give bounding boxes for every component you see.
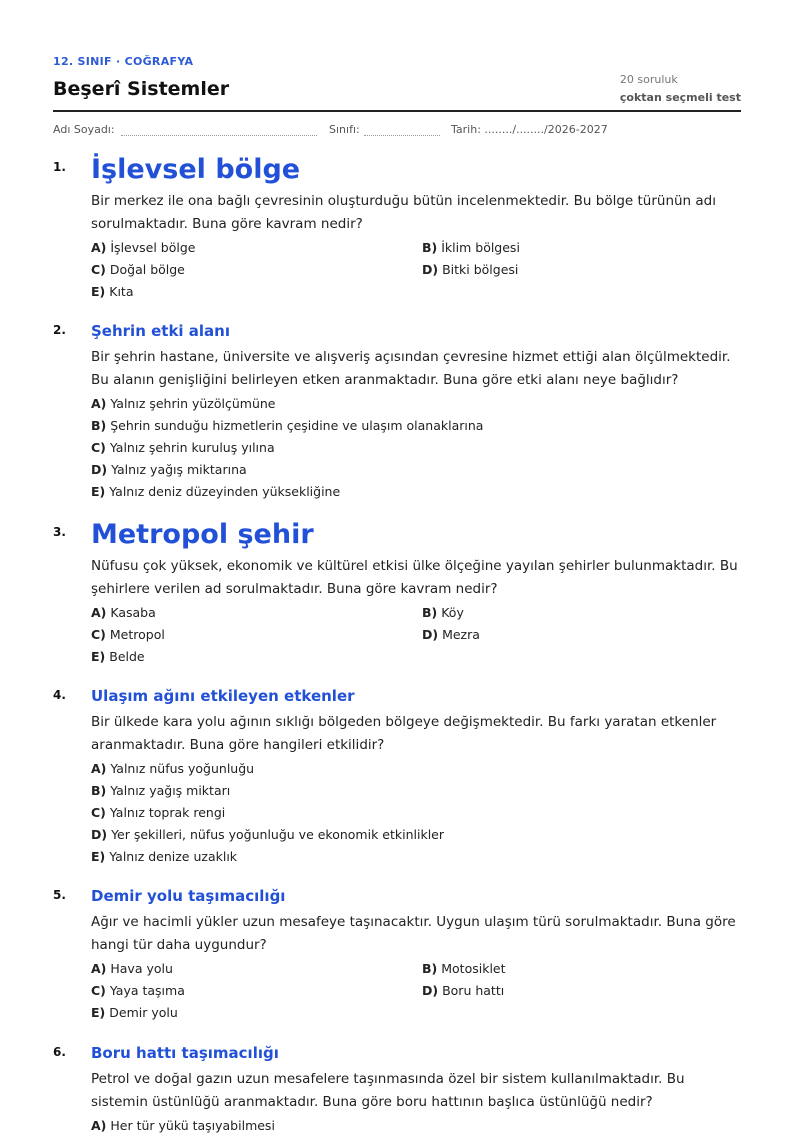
option-text: İşlevsel bölge xyxy=(110,240,196,255)
option-e[interactable] xyxy=(91,281,422,303)
question-4 xyxy=(53,685,741,868)
option-d[interactable] xyxy=(422,624,741,646)
option-letter: C) xyxy=(91,627,106,642)
option-letter: A) xyxy=(91,240,107,255)
question-number: 4. xyxy=(53,688,66,702)
option-e[interactable] xyxy=(91,481,741,503)
test-type: çoktan seçmeli test xyxy=(619,91,741,104)
option-letter: B) xyxy=(422,240,438,255)
class-label: Sınıfı: xyxy=(329,123,360,136)
option-text: Bitki bölgesi xyxy=(442,262,519,277)
option-text: Doğal bölge xyxy=(109,262,185,277)
option-letter: B) xyxy=(422,961,438,976)
option-text: Yalnız yağış miktarına xyxy=(111,462,247,477)
option-d[interactable] xyxy=(422,980,741,1002)
option-text: Şehrin sunduğu hizmetlerin çeşidine ve ulaşım olanaklarına xyxy=(110,418,484,433)
question-text: Bir ülkede kara yolu ağının sıklığı bölgeden bölgeye değişmektedir. Bu farkı yaratan etkenler aranmaktadır. Buna göre hangileri etkilidir? xyxy=(91,714,717,753)
option-text: Yalnız şehrin yüzölçümüne xyxy=(110,396,276,411)
option-text: Boru hattı xyxy=(442,983,505,998)
option-text: Yalnız deniz düzeyinden yüksekliğine xyxy=(109,484,341,499)
option-letter: A) xyxy=(91,605,107,620)
question-text: Petrol ve doğal gazın uzun mesafelere taşınmasında özel bir sistem kullanılmaktadır. Bu sistemin üstünlüğü aranmaktadır. Buna göre boru hattının başlıca üstünlüğü nedir? xyxy=(91,1071,685,1110)
options xyxy=(91,958,741,1024)
option-text: İklim bölgesi xyxy=(441,240,520,255)
option-letter: E) xyxy=(91,1005,106,1020)
question-text: Bir merkez ile ona bağlı çevresinin oluşturduğu bütün incelenmektedir. Bu bölge türünün adı sorulmaktadır. Buna göre kavram nedir? xyxy=(91,193,717,232)
option-text: Belde xyxy=(109,649,145,664)
option-letter: B) xyxy=(91,418,107,433)
question-5 xyxy=(53,885,741,1024)
option-text: Yalnız nüfus yoğunluğu xyxy=(110,761,255,776)
option-letter: E) xyxy=(91,849,106,864)
question-2 xyxy=(53,320,741,503)
option-text: Motosiklet xyxy=(441,961,506,976)
option-b[interactable] xyxy=(91,415,741,437)
option-d[interactable] xyxy=(91,459,741,481)
question-text: Ağır ve hacimli yükler uzun mesafeye taşınacaktır. Uygun ulaşım türü sorulmaktadır. Buna göre hangi tür daha uygundur? xyxy=(91,914,736,953)
option-a[interactable] xyxy=(91,1115,741,1137)
subject-label: 12. SINIF · COĞRAFYA xyxy=(53,55,194,68)
option-text: Yalnız yağış miktarı xyxy=(110,783,231,798)
option-text: Yalnız şehrin kuruluş yılına xyxy=(109,440,275,455)
option-letter: B) xyxy=(422,605,438,620)
option-letter: A) xyxy=(91,396,107,411)
option-text: Hava yolu xyxy=(110,961,173,976)
option-text: Kıta xyxy=(109,284,134,299)
option-text: Mezra xyxy=(442,627,480,642)
class-field[interactable] xyxy=(364,135,440,136)
option-text: Metropol xyxy=(109,627,165,642)
option-text: Yalnız toprak rengi xyxy=(109,805,226,820)
option-b[interactable] xyxy=(422,237,741,259)
question-title: Boru hattı taşımacılığı xyxy=(91,1044,279,1062)
question-number: 3. xyxy=(53,525,66,539)
option-letter: E) xyxy=(91,649,106,664)
question-1 xyxy=(53,154,741,303)
option-text: Yaya taşıma xyxy=(109,983,185,998)
question-title: Demir yolu taşımacılığı xyxy=(91,887,286,905)
test-meta xyxy=(620,71,741,107)
option-letter: A) xyxy=(91,761,107,776)
option-a[interactable] xyxy=(91,758,741,780)
option-a[interactable] xyxy=(91,237,422,259)
options xyxy=(91,237,741,303)
option-letter: E) xyxy=(91,484,106,499)
option-text: Köy xyxy=(441,605,464,620)
options xyxy=(91,393,741,503)
name-label: Adı Soyadı: xyxy=(53,123,115,136)
student-info-row xyxy=(53,123,741,139)
option-c[interactable] xyxy=(91,259,422,281)
options xyxy=(91,1115,741,1137)
date-label: Tarih: ......../......../2026-2027 xyxy=(451,123,608,136)
option-letter: C) xyxy=(91,983,106,998)
question-title: İşlevsel bölge xyxy=(91,154,301,185)
question-3 xyxy=(53,519,741,668)
worksheet-header xyxy=(53,52,741,112)
name-field[interactable] xyxy=(121,135,317,136)
question-number: 1. xyxy=(53,160,66,174)
option-letter: C) xyxy=(91,805,106,820)
option-a[interactable] xyxy=(91,958,422,980)
option-letter: C) xyxy=(91,262,106,277)
option-e[interactable] xyxy=(91,846,741,868)
option-letter: E) xyxy=(91,284,106,299)
option-c[interactable] xyxy=(91,802,741,824)
option-letter: B) xyxy=(91,783,107,798)
question-title: Şehrin etki alanı xyxy=(91,322,230,340)
option-letter: D) xyxy=(422,627,439,642)
option-d[interactable] xyxy=(91,824,741,846)
option-letter: D) xyxy=(91,827,108,842)
question-number: 5. xyxy=(53,888,66,902)
option-text: Yalnız denize uzaklık xyxy=(109,849,238,864)
option-c[interactable] xyxy=(91,980,422,1002)
option-text: Her tür yükü taşıyabilmesi xyxy=(110,1118,275,1133)
question-text: Bir şehrin hastane, üniversite ve alışveriş açısından çevresine hizmet ettiği alan ölçülmektedir. Bu alanın genişliğini belirleyen etken aranmaktadır. Buna göre etki alanı neye bağlıdır? xyxy=(91,349,731,388)
option-e[interactable] xyxy=(91,646,422,668)
option-a[interactable] xyxy=(91,393,741,415)
page-title: Beşerî Sistemler xyxy=(53,78,230,100)
question-number: 6. xyxy=(53,1045,66,1059)
option-a[interactable] xyxy=(91,602,422,624)
question-title: Ulaşım ağını etkileyen etkenler xyxy=(91,687,355,705)
options xyxy=(91,758,741,868)
option-c[interactable] xyxy=(91,437,741,459)
option-letter: C) xyxy=(91,440,106,455)
question-number: 2. xyxy=(53,323,66,337)
option-b[interactable] xyxy=(91,780,741,802)
option-letter: D) xyxy=(422,983,439,998)
option-e[interactable] xyxy=(91,1002,422,1024)
option-letter: D) xyxy=(91,462,108,477)
option-d[interactable] xyxy=(422,259,741,281)
option-text: Kasaba xyxy=(110,605,156,620)
option-b[interactable] xyxy=(422,958,741,980)
question-title: Metropol şehir xyxy=(91,519,314,550)
question-count: 20 soruluk xyxy=(619,73,678,86)
question-6 xyxy=(53,1042,741,1133)
question-text: Nüfusu çok yüksek, ekonomik ve kültürel etkisi ülke ölçeğine yayılan şehirler bulunmaktadır. Bu şehirlere verilen ad sorulmaktadır. Buna göre kavram nedir? xyxy=(91,558,738,597)
options xyxy=(91,602,741,668)
option-letter: A) xyxy=(91,1118,107,1133)
option-text: Yer şekilleri, nüfus yoğunluğu ve ekonomik etkinlikler xyxy=(111,827,445,842)
option-b[interactable] xyxy=(422,602,741,624)
option-text: Demir yolu xyxy=(109,1005,178,1020)
option-letter: D) xyxy=(422,262,439,277)
option-letter: A) xyxy=(91,961,107,976)
option-c[interactable] xyxy=(91,624,422,646)
